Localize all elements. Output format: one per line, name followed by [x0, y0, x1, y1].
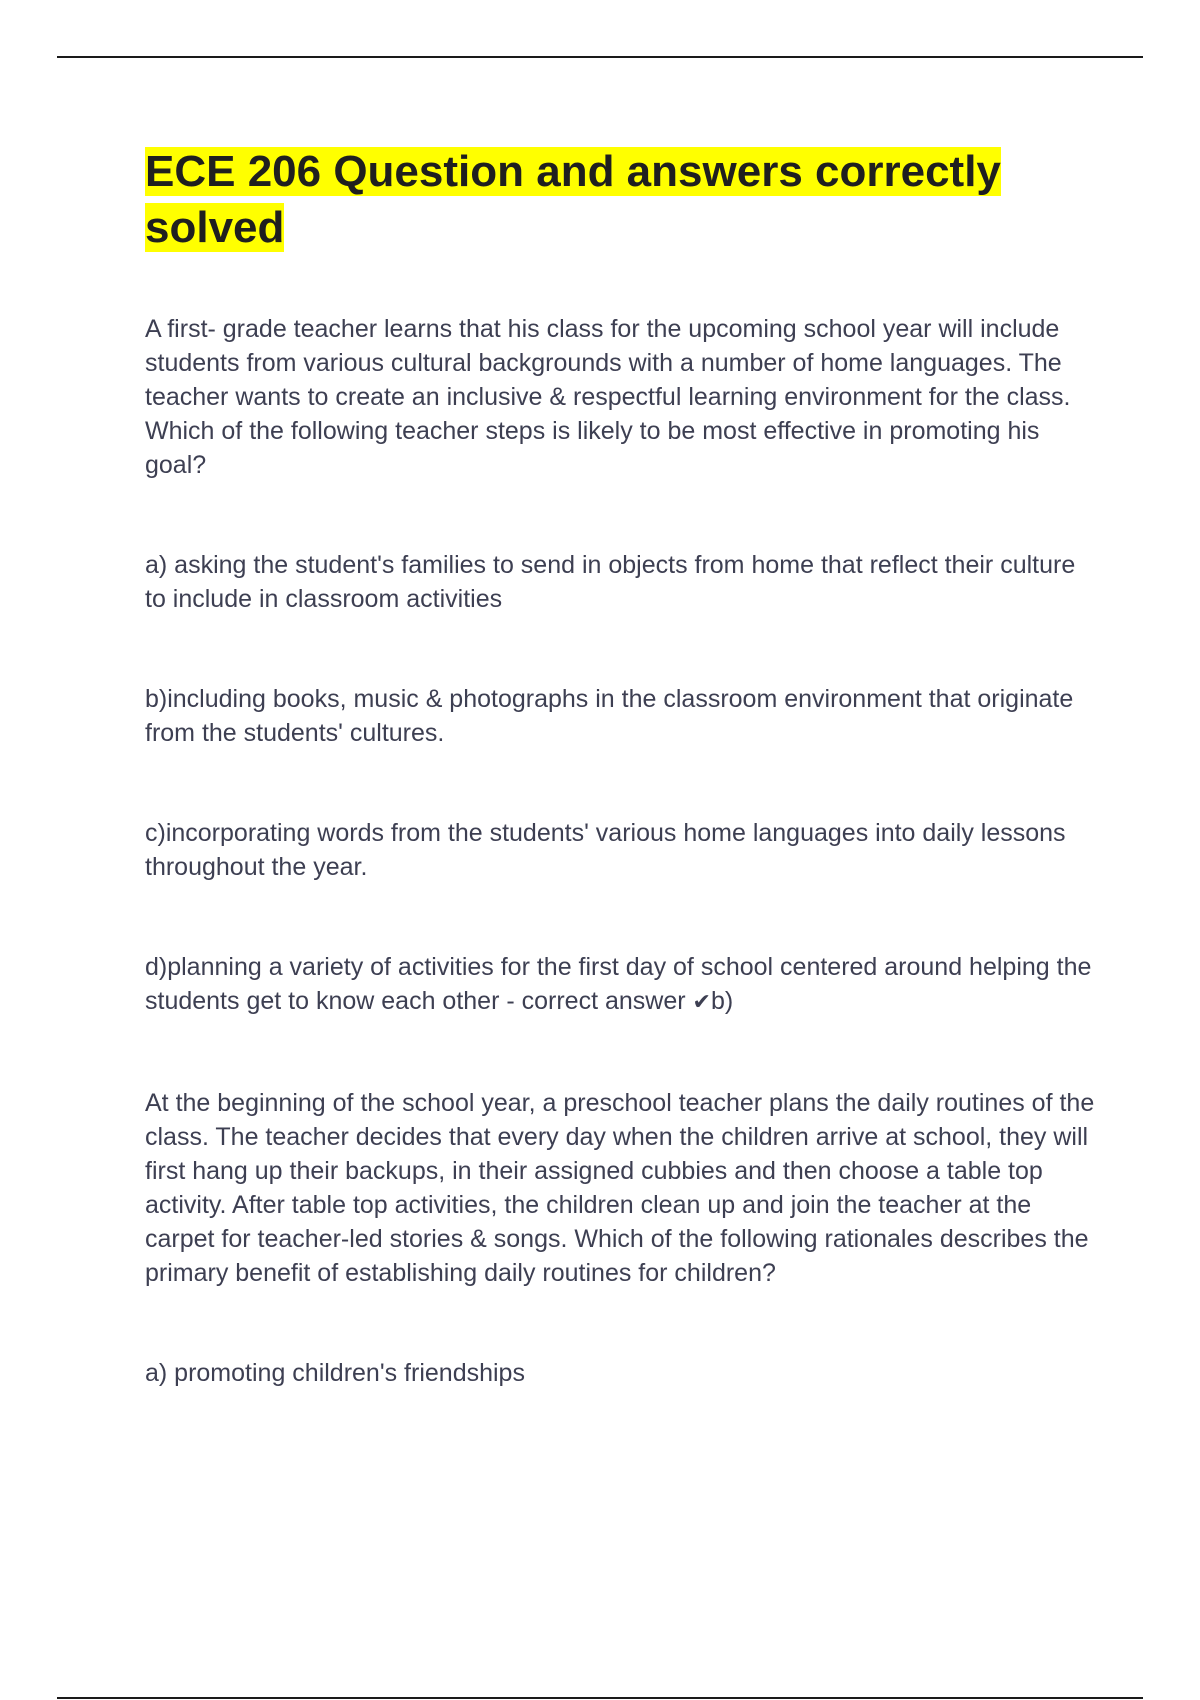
question-1-option-d-text: d)planning a variety of activities for the first day of school centered around helping the students get to know each other - correct answer [145, 953, 1092, 1015]
question-1-prompt: A first- grade teacher learns that his class for the upcoming school year will include students from various cultural backgrounds with a number of home languages. The teacher wants to create an inclusive & respectful learning environment for the class. Which of the following teacher steps is likely to be most effective in promoting his goal? [145, 315, 1071, 479]
question-1-option-a: a) asking the student's families to send in objects from home that reflect their culture to include in classroom activities [145, 551, 1076, 613]
question-1-answer: b) [710, 987, 734, 1015]
question-1-option-d [145, 950, 1100, 1020]
bottom-rule [57, 1697, 1143, 1699]
question-2-option-a: a) promoting children's friendships [145, 1359, 525, 1387]
question-2-prompt: At the beginning of the school year, a preschool teacher plans the daily routines of the class. The teacher decides that every day when the children arrive at school, they will first hang up their backups, in their assigned cubbies and then choose a table top activity. After table top activities, the children clean up and join the teacher at the carpet for teacher-led stories & songs. Which of the following rationales describes the primary benefit of establishing daily routines for children? [145, 1089, 1095, 1287]
question-1-option-b: b)including books, music & photographs in the classroom environment that originate from the students' cultures. [145, 685, 1074, 747]
top-rule [57, 56, 1143, 58]
check-mark-icon: ✔ [692, 990, 711, 1015]
document-body [145, 144, 1100, 1390]
question-1-option-c: c)incorporating words from the students' various home languages into daily lessons throughout the year. [145, 819, 1066, 881]
document-title: ECE 206 Question and answers correctly solved [145, 147, 1001, 252]
